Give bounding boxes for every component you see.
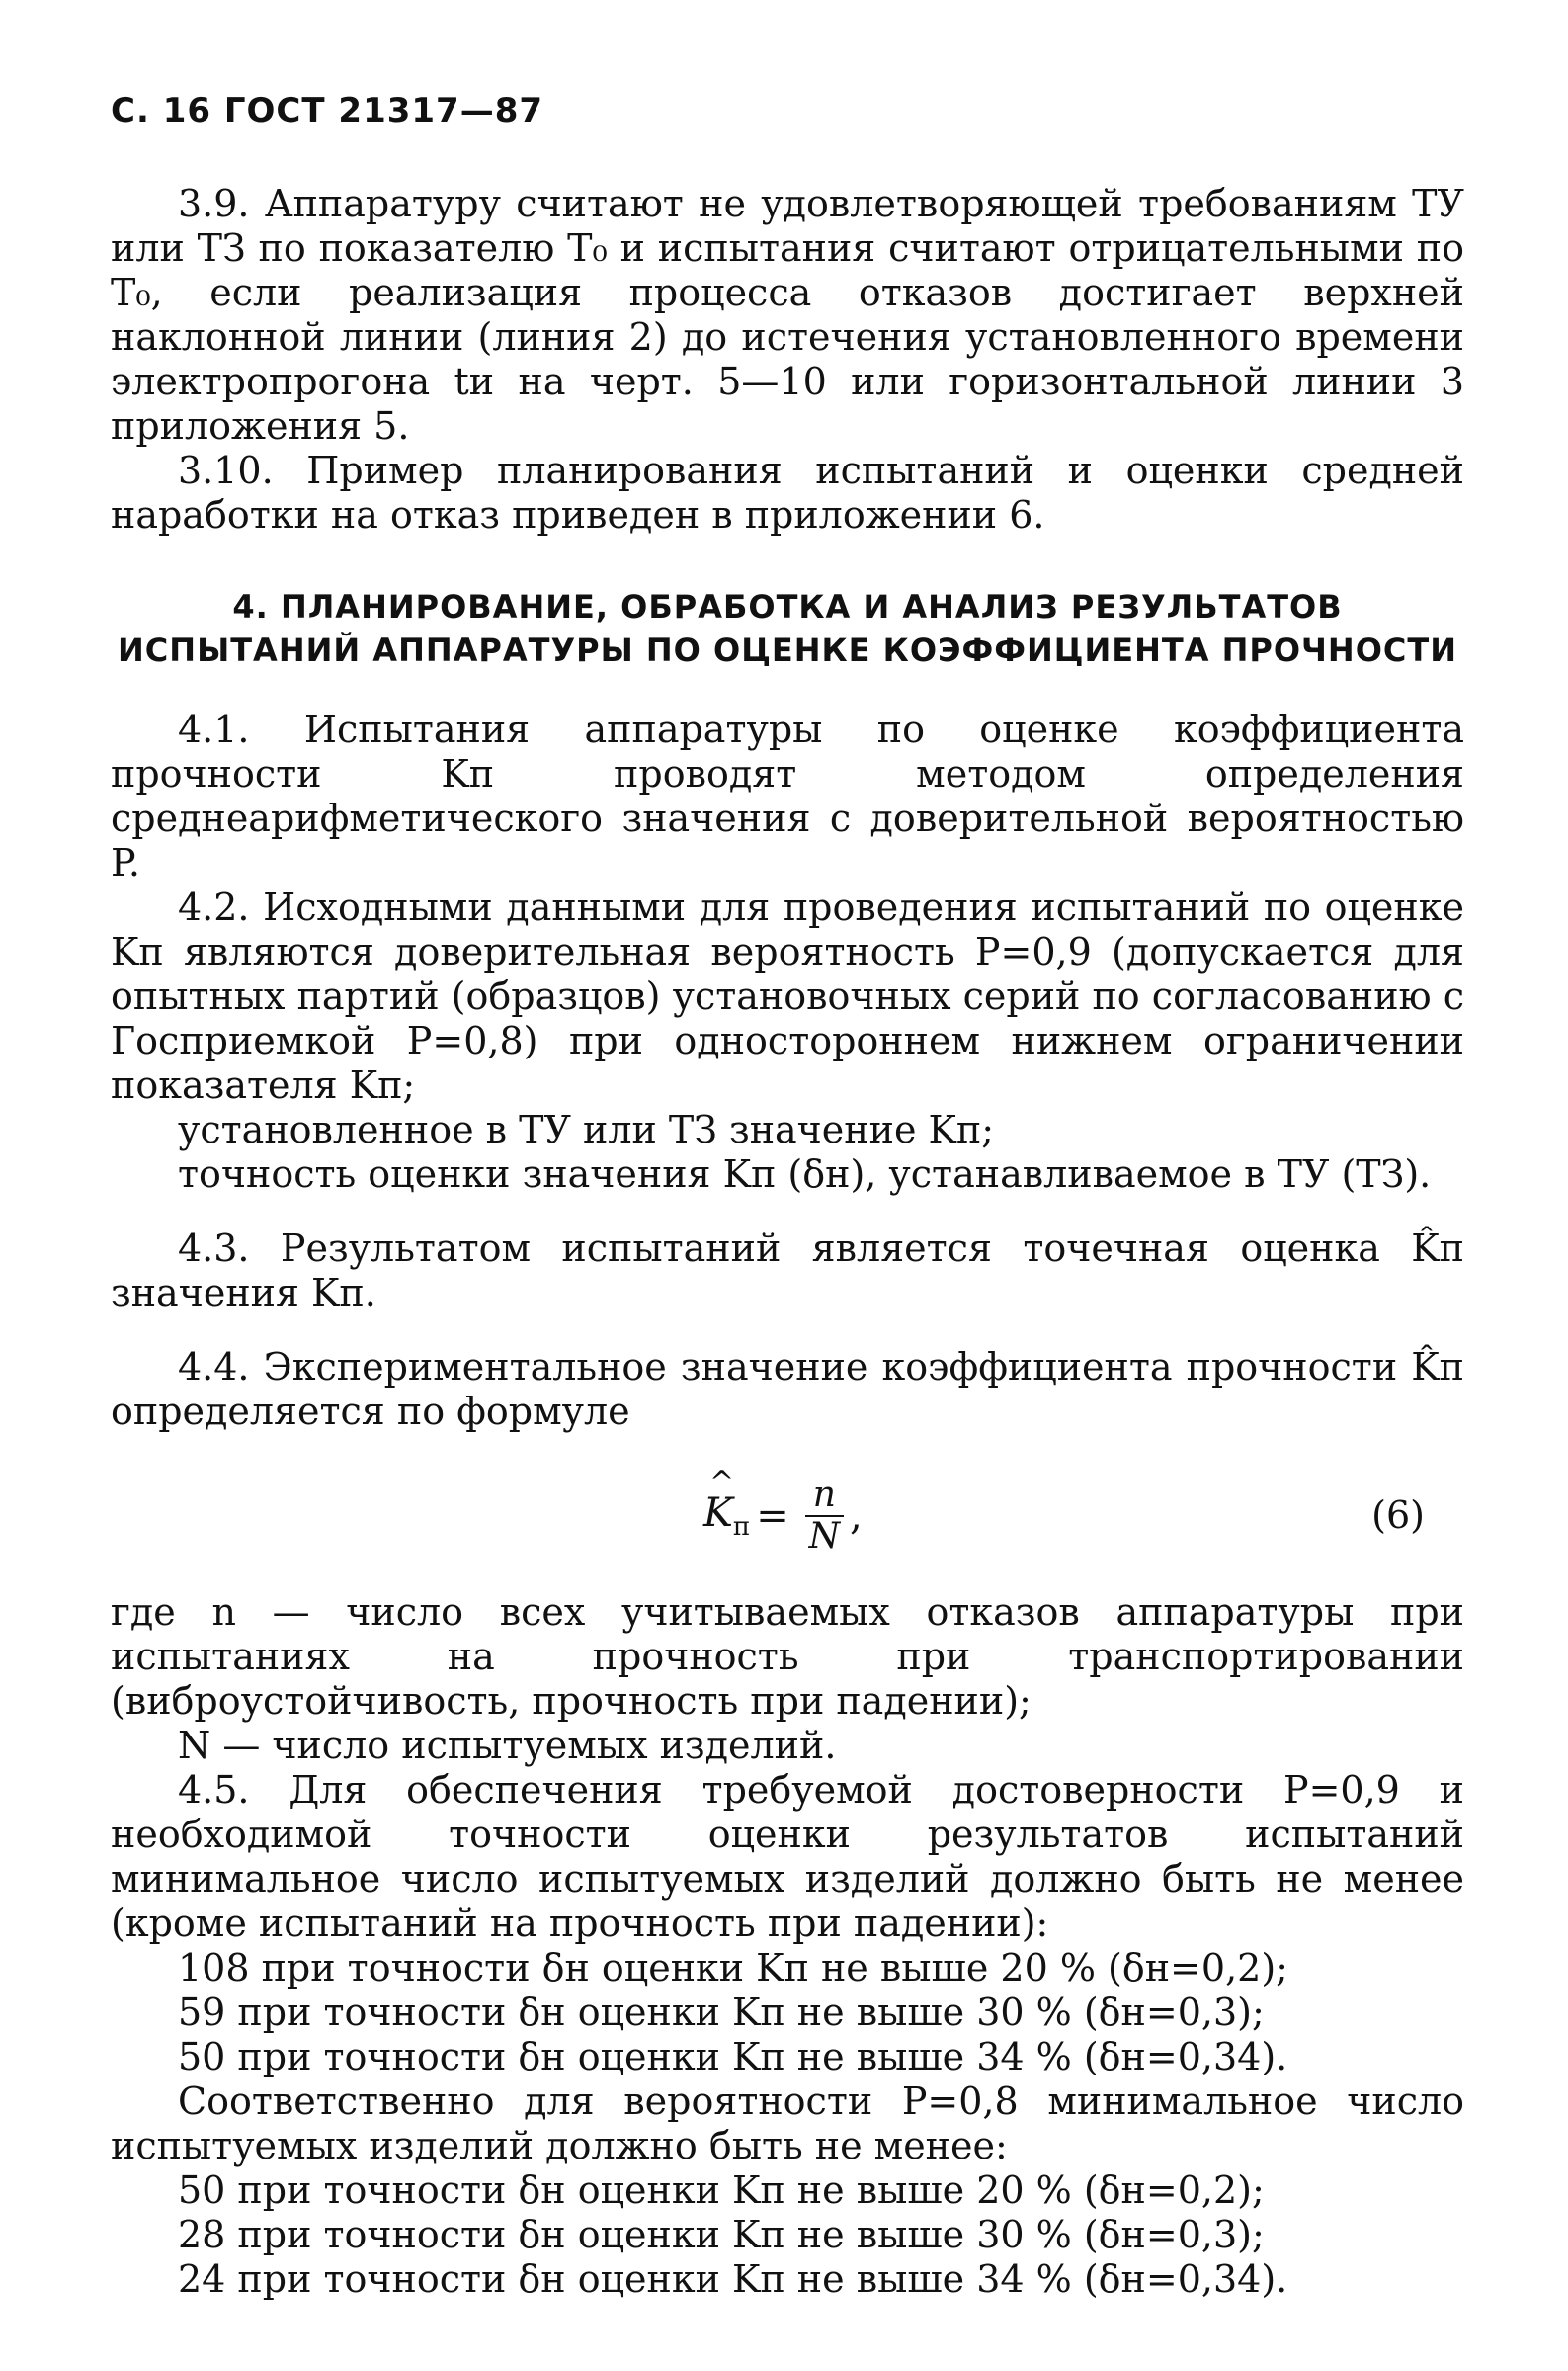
paragraph-4-3: 4.3. Результатом испытаний является точечная оценка K̂п значения Kп.: [111, 1227, 1464, 1314]
formula-6: [111, 1464, 1464, 1572]
formula-body: [703, 1465, 863, 1557]
paragraph-3-10: 3.10. Пример планирования испытаний и оценки средней наработки на отказ приведен в приложении 6.: [111, 449, 1464, 537]
list-item: 28 при точности δн оценки Kп не выше 30 % (δн=0,3);: [178, 2213, 1265, 2256]
paragraph-4-2-c: точность оценки значения Kп (δн), устанавливаемое в ТУ (ТЗ).: [178, 1152, 1432, 1196]
formula-numerator: n: [805, 1476, 844, 1517]
formula-lhs-symbol: K: [703, 1490, 733, 1536]
page-header: С. 16 ГОСТ 21317—87: [111, 91, 544, 130]
list-item: 50 при точности δн оценки Kп не выше 34 % (δн=0,34).: [178, 2035, 1288, 2078]
paragraph-4-4: 4.4. Экспериментальное значение коэффициента прочности K̂п определяется по формуле: [111, 1345, 1464, 1433]
formula-fraction: [805, 1476, 844, 1557]
formula-comma: ,: [849, 1493, 863, 1539]
paragraph-3-9: 3.9. Аппаратуру считают не удовлетворяющей требованиям ТУ или ТЗ по показателю T₀ и испытания считают отрицательными по T₀, если реализация процесса отказов достигает верхней наклонной линии (линия 2) до истечения установленного времени электропрогона tи на черт. 5—10 или горизонтальной линии 3 приложения 5.: [111, 182, 1464, 448]
list-item: 59 при точности δн оценки Kп не выше 30 % (δн=0,3);: [178, 1990, 1265, 2034]
paragraph-where-N: N — число испытуемых изделий.: [178, 1724, 837, 1767]
hat-symbol: ^: [709, 1465, 735, 1499]
document-page: [111, 91, 1464, 2302]
paragraph-4-2-b: установленное в ТУ или ТЗ значение Kп;: [178, 1108, 995, 1151]
paragraph-4-5: 4.5. Для обеспечения требуемой достоверности P=0,9 и необходимой точности оценки результатов испытаний минимальное число испытуемых изделий должно быть не менее (кроме испытаний на прочность при падении):: [111, 1768, 1464, 1945]
paragraph-4-5-b: Соответственно для вероятности P=0,8 минимальное число испытуемых изделий должно быть не менее:: [111, 2079, 1464, 2167]
formula-lhs: [703, 1465, 751, 1542]
formula-number: (6): [1371, 1493, 1425, 1537]
formula-lhs-sub: п: [732, 1512, 751, 1542]
paragraph-4-2: 4.2. Исходными данными для проведения испытаний по оценке Kп являются доверительная вероятность P=0,9 (допускается для опытных партий (образцов) установочных серий по согласованию с Госприемкой P=0,8) при одностороннем нижнем ограничении показателя Kп;: [111, 886, 1464, 1107]
paragraph-where-n: где n — число всех учитываемых отказов аппаратуры при испытаниях на прочность при транспортировании (виброустойчивость, прочность при падении);: [111, 1590, 1464, 1723]
list-item: 108 при точности δн оценки Kп не выше 20 % (δн=0,2);: [178, 1946, 1288, 1990]
formula-equals: =: [756, 1493, 789, 1539]
paragraph-4-1: 4.1. Испытания аппаратуры по оценке коэффициента прочности Kп проводят методом определения среднеарифметического значения с доверительной вероятностью P.: [111, 708, 1464, 885]
section-4-title: 4. ПЛАНИРОВАНИЕ, ОБРАБОТКА И АНАЛИЗ РЕЗУЛЬТАТОВ ИСПЫТАНИЙ АППАРАТУРЫ ПО ОЦЕНКЕ КОЭФФИЦИЕНТА ПРОЧНОСТИ: [118, 588, 1457, 669]
list-item: 24 при точности δн оценки Kп не выше 34 % (δн=0,34).: [178, 2257, 1288, 2301]
list-item: 50 при точности δн оценки Kп не выше 20 % (δн=0,2);: [178, 2168, 1265, 2212]
formula-denominator: N: [808, 1516, 841, 1557]
